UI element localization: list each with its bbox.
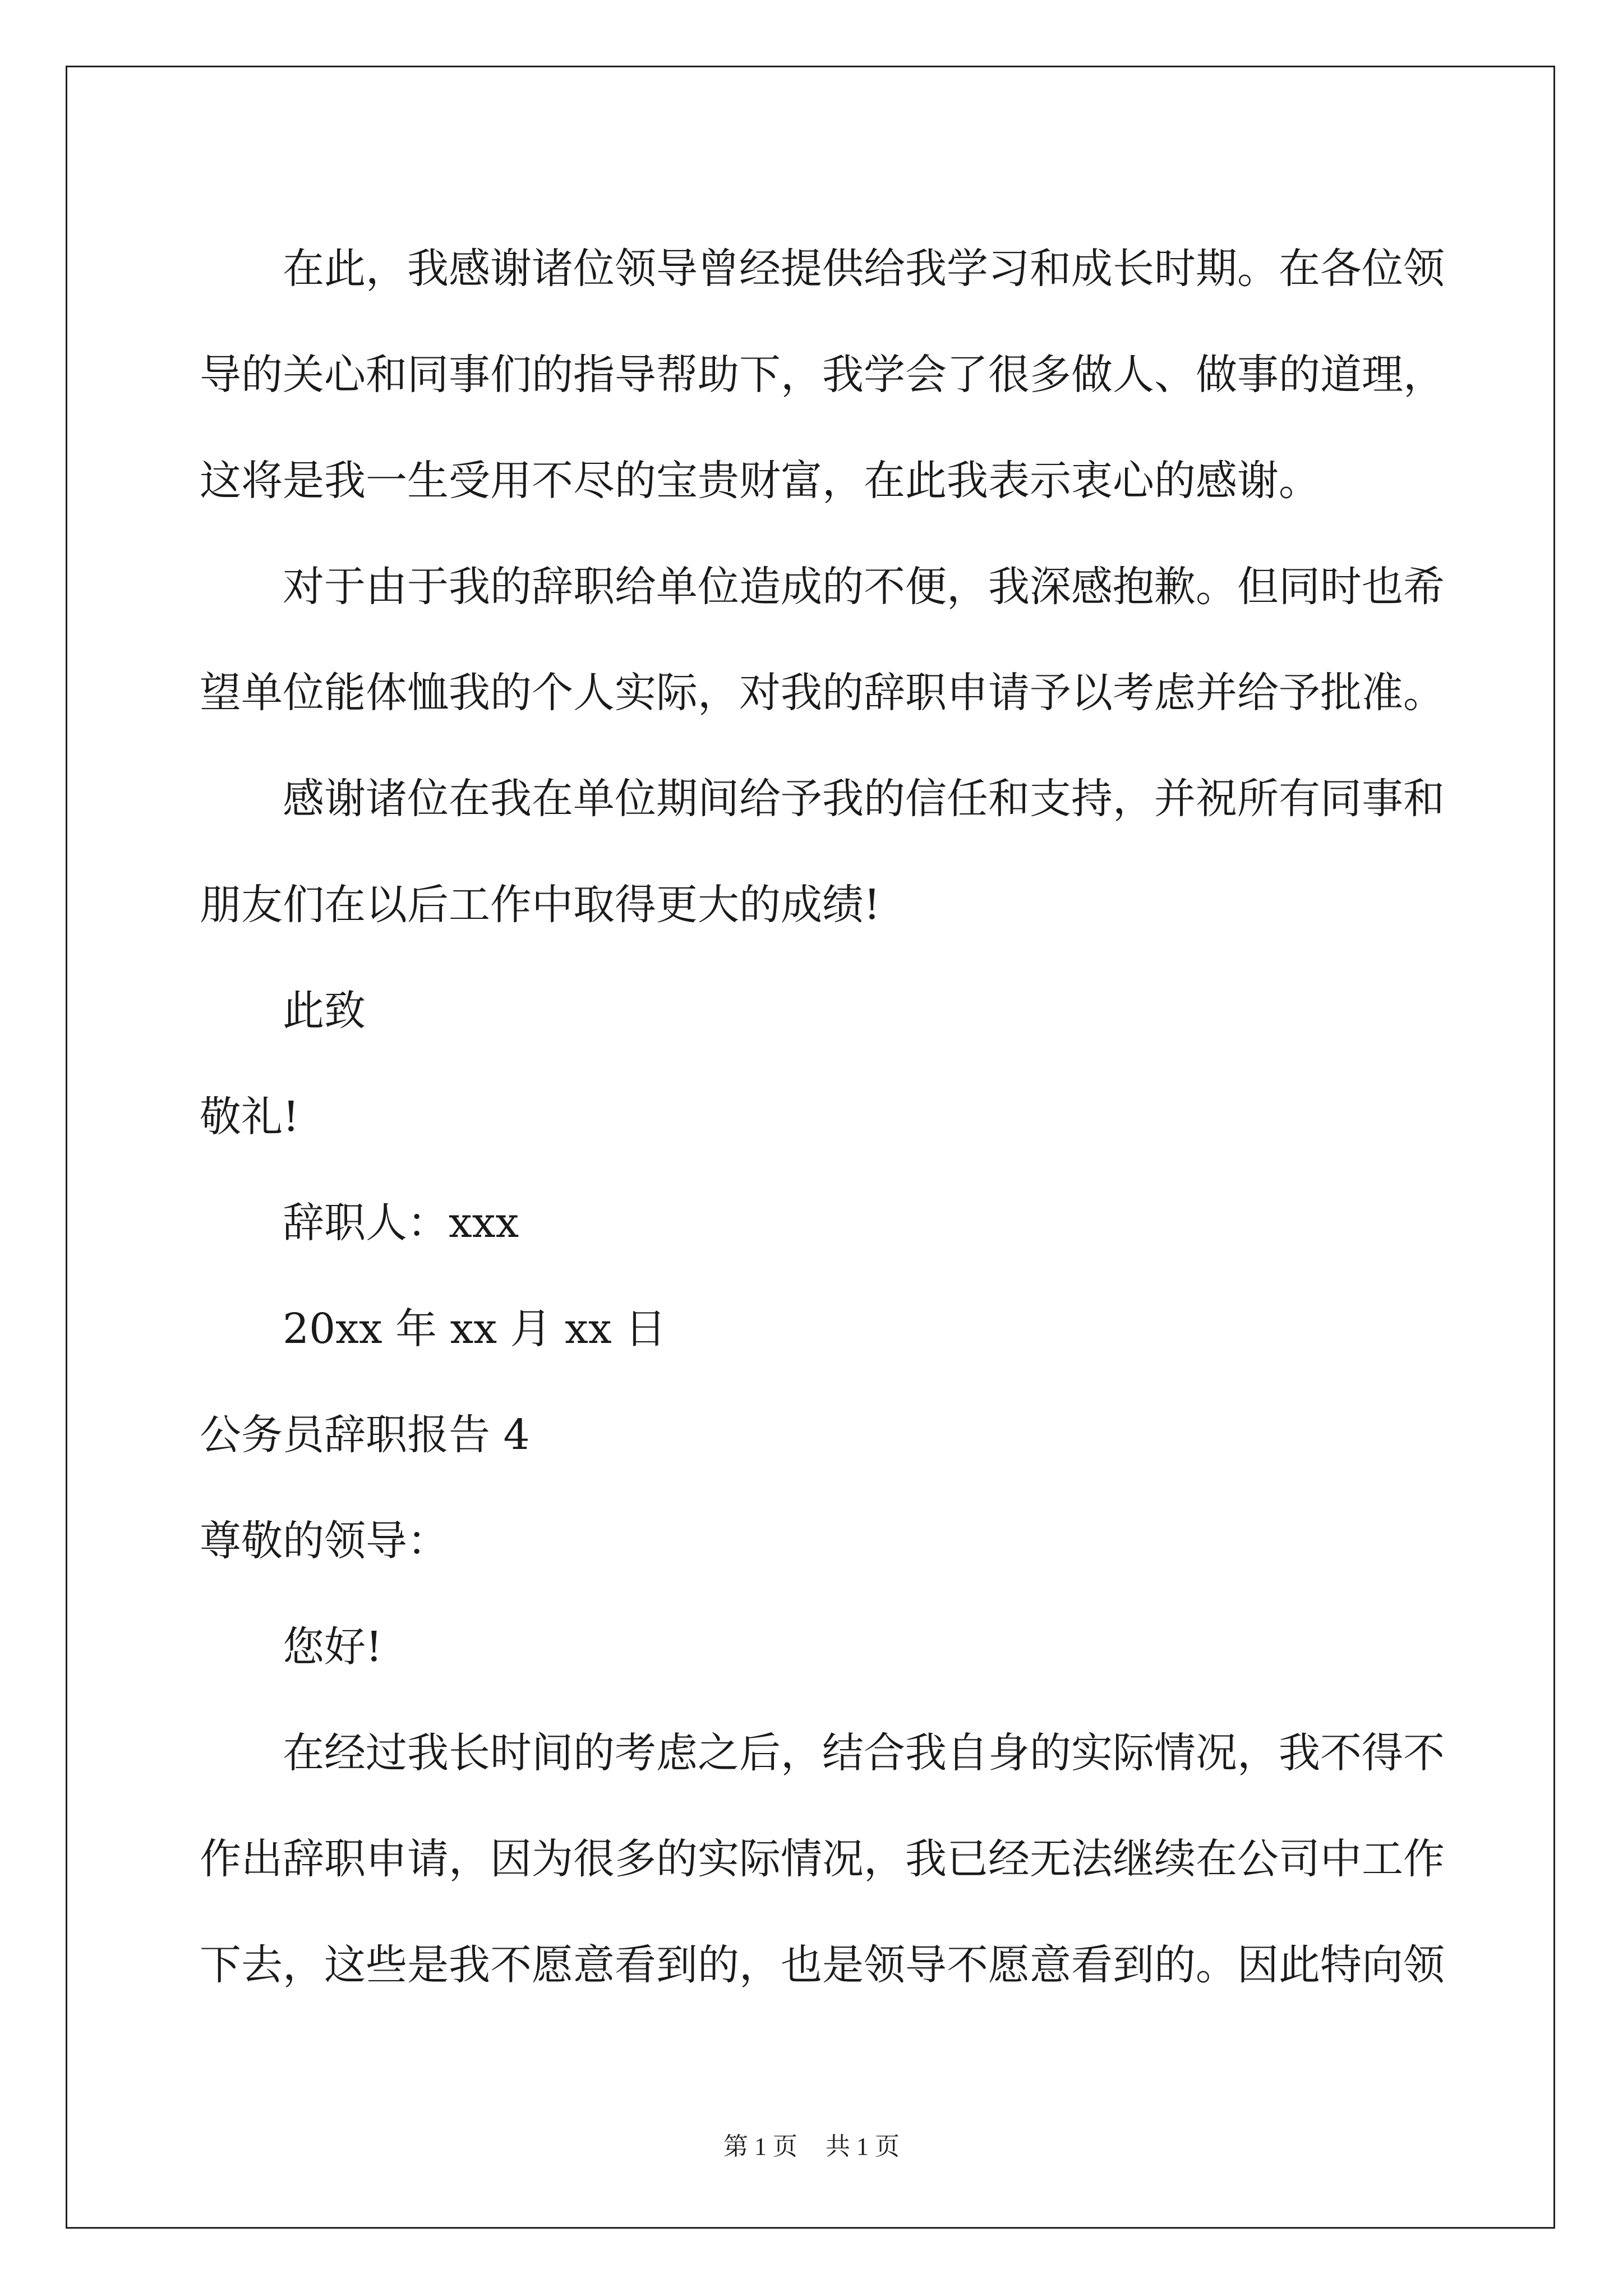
section-title: 公务员辞职报告 4	[200, 1411, 530, 1459]
document-body	[200, 216, 1445, 2018]
text-line: 这将是我一生受用不尽的宝贵财富，在此我表示衷心的感谢。	[200, 457, 1320, 505]
text-line: 感谢诸位在我在单位期间给予我的信任和支持，并祝所有同事和	[283, 775, 1445, 823]
text-line: 作出辞职申请，因为很多的实际情况，我已经无法继续在公司中工作	[200, 1835, 1445, 1883]
text-line: 望单位能体恤我的个人实际，对我的辞职申请予以考虑并给予批准。	[200, 669, 1445, 717]
closing-regards: 敬礼!	[200, 1093, 299, 1141]
date-line: 20xx 年 xx 月 xx 日	[283, 1305, 667, 1353]
text-line: 导的关心和同事们的指导帮助下，我学会了很多做人、做事的道理，	[200, 351, 1445, 399]
page-footer	[0, 2126, 1623, 2162]
page-total: 共 1 页	[826, 2133, 900, 2160]
page-number: 第 1 页	[723, 2133, 797, 2160]
text-line: 在经过我长时间的考虑之后，结合我自身的实际情况，我不得不	[283, 1729, 1445, 1777]
text-line: 对于由于我的辞职给单位造成的不便，我深感抱歉。但同时也希	[283, 563, 1445, 611]
text-line: 朋友们在以后工作中取得更大的成绩!	[200, 881, 880, 929]
text-line: 在此，我感谢诸位领导曾经提供给我学习和成长时期。在各位领	[283, 245, 1445, 293]
text-line: 下去，这些是我不愿意看到的，也是领导不愿意看到的。因此特向领	[200, 1941, 1445, 1989]
closing-salutation: 此致	[283, 987, 366, 1035]
greeting: 尊敬的领导：	[200, 1517, 449, 1565]
signature-line: 辞职人：xxx	[283, 1199, 519, 1247]
greeting-hello: 您好!	[283, 1623, 382, 1671]
